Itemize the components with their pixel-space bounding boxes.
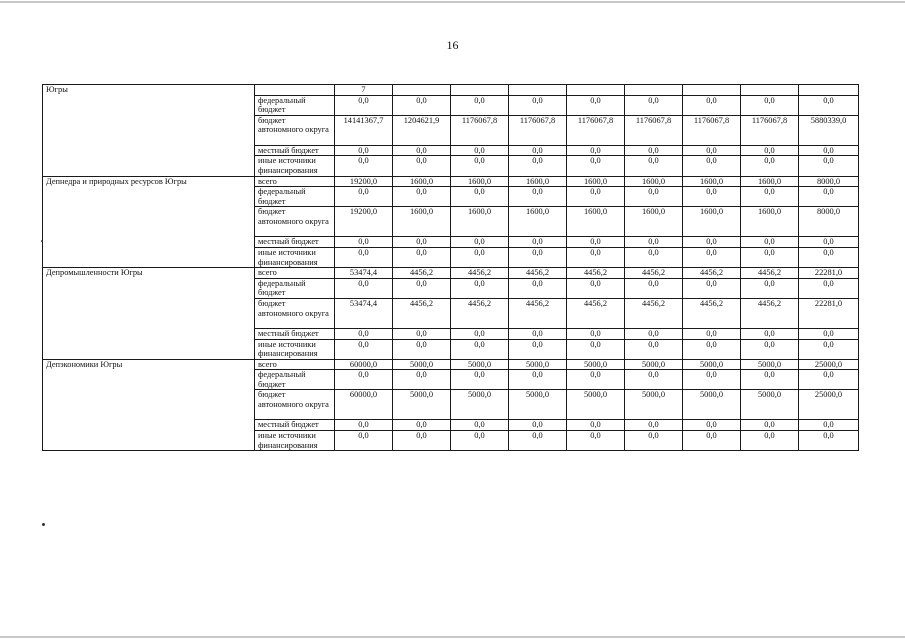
value-cell: 0,0 xyxy=(451,431,509,451)
value-cell: 0,0 xyxy=(509,156,567,176)
value-cell: 1176067,8 xyxy=(683,115,741,145)
value-cell: 0,0 xyxy=(393,420,451,431)
executor-cell: Депэкономики Югры xyxy=(43,359,255,451)
value-cell: 4456,2 xyxy=(683,268,741,279)
value-cell: 0,0 xyxy=(625,247,683,267)
value-cell: 1600,0 xyxy=(451,207,509,237)
value-cell: 0,0 xyxy=(451,237,509,248)
value-cell: 0,0 xyxy=(335,95,393,115)
value-cell: 0,0 xyxy=(451,420,509,431)
value-cell: 0,0 xyxy=(393,145,451,156)
executor-cell: Югры xyxy=(43,85,255,177)
value-cell: 0,0 xyxy=(625,95,683,115)
value-cell: 5000,0 xyxy=(393,390,451,420)
value-cell: 0,0 xyxy=(741,95,799,115)
value-cell: 0,0 xyxy=(451,247,509,267)
value-cell: 1600,0 xyxy=(625,176,683,187)
value-cell: 8000,0 xyxy=(799,207,859,237)
value-cell: 0,0 xyxy=(335,431,393,451)
funding-source-cell: бюджет автономного округа xyxy=(255,207,335,237)
value-cell: 0,0 xyxy=(683,328,741,339)
value-cell: 0,0 xyxy=(683,145,741,156)
value-cell: 0,0 xyxy=(683,278,741,298)
table-row xyxy=(43,359,859,370)
value-cell: 0,0 xyxy=(393,247,451,267)
value-cell: 1600,0 xyxy=(567,176,625,187)
value-cell: 0,0 xyxy=(741,247,799,267)
value-cell: 0,0 xyxy=(335,278,393,298)
value-cell: 4456,2 xyxy=(451,298,509,328)
value-cell: 1600,0 xyxy=(509,207,567,237)
value-cell: 0,0 xyxy=(625,370,683,390)
value-cell: 0,0 xyxy=(625,420,683,431)
value-cell: 0,0 xyxy=(799,95,859,115)
value-cell: 0,0 xyxy=(567,278,625,298)
value-cell: 5000,0 xyxy=(509,390,567,420)
value-cell: 0,0 xyxy=(625,145,683,156)
funding-source-cell: всего xyxy=(255,359,335,370)
value-cell: 0,0 xyxy=(335,339,393,359)
value-cell: 0,0 xyxy=(393,278,451,298)
funding-source-cell: федеральный бюджет xyxy=(255,187,335,207)
value-cell: 1600,0 xyxy=(741,207,799,237)
value-cell: 0,0 xyxy=(625,187,683,207)
value-cell: 0,0 xyxy=(451,145,509,156)
value-cell: 19200,0 xyxy=(335,176,393,187)
value-cell xyxy=(509,85,567,96)
value-cell: 0,0 xyxy=(799,339,859,359)
value-cell: 25000,0 xyxy=(799,359,859,370)
value-cell: 1176067,8 xyxy=(625,115,683,145)
funding-source-cell: местный бюджет xyxy=(255,420,335,431)
value-cell: 0,0 xyxy=(799,145,859,156)
value-cell: 4456,2 xyxy=(393,298,451,328)
value-cell xyxy=(741,85,799,96)
value-cell: 5000,0 xyxy=(741,359,799,370)
value-cell: 5000,0 xyxy=(683,359,741,370)
value-cell: 0,0 xyxy=(741,339,799,359)
value-cell: 0,0 xyxy=(509,237,567,248)
value-cell: 8000,0 xyxy=(799,176,859,187)
value-cell: 1600,0 xyxy=(509,176,567,187)
funding-source-cell: всего xyxy=(255,176,335,187)
value-cell: 0,0 xyxy=(567,328,625,339)
value-cell: 0,0 xyxy=(567,339,625,359)
funding-source-cell: федеральный бюджет xyxy=(255,370,335,390)
value-cell: 1600,0 xyxy=(451,176,509,187)
value-cell: 0,0 xyxy=(509,431,567,451)
executor-cell: Депнедра и природных ресурсов Югры xyxy=(43,176,255,268)
value-cell: 0,0 xyxy=(335,328,393,339)
value-cell: 0,0 xyxy=(567,237,625,248)
value-cell: 0,0 xyxy=(567,370,625,390)
value-cell xyxy=(683,85,741,96)
value-cell: 5000,0 xyxy=(625,390,683,420)
value-cell: 0,0 xyxy=(741,156,799,176)
value-cell: 5000,0 xyxy=(567,359,625,370)
value-cell: 4456,2 xyxy=(509,268,567,279)
value-cell: 0,0 xyxy=(625,156,683,176)
value-cell: 1176067,8 xyxy=(451,115,509,145)
table-row xyxy=(43,85,859,96)
scan-speck xyxy=(41,240,43,242)
value-cell: 4456,2 xyxy=(741,268,799,279)
value-cell: 0,0 xyxy=(451,156,509,176)
funding-source-cell: бюджет автономного округа xyxy=(255,298,335,328)
value-cell: 0,0 xyxy=(393,431,451,451)
value-cell: 0,0 xyxy=(509,370,567,390)
value-cell: 0,0 xyxy=(509,187,567,207)
value-cell: 1600,0 xyxy=(393,176,451,187)
value-cell: 0,0 xyxy=(799,431,859,451)
scan-edge-top xyxy=(0,1,905,3)
value-cell xyxy=(451,85,509,96)
value-cell: 4456,2 xyxy=(625,268,683,279)
value-cell: 1176067,8 xyxy=(509,115,567,145)
budget-table-body xyxy=(43,85,859,451)
funding-source-cell: иные источники финансирования xyxy=(255,431,335,451)
value-cell: 0,0 xyxy=(683,156,741,176)
value-cell: 0,0 xyxy=(393,339,451,359)
value-cell: 0,0 xyxy=(741,278,799,298)
value-cell: 19200,0 xyxy=(335,207,393,237)
value-cell: 1600,0 xyxy=(625,207,683,237)
value-cell: 4456,2 xyxy=(451,268,509,279)
value-cell: 0,0 xyxy=(567,95,625,115)
value-cell xyxy=(625,85,683,96)
value-cell: 60000,0 xyxy=(335,390,393,420)
value-cell: 0,0 xyxy=(741,431,799,451)
page-number: 16 xyxy=(446,38,459,52)
value-cell: 1600,0 xyxy=(393,207,451,237)
value-cell: 0,0 xyxy=(799,420,859,431)
value-cell: 0,0 xyxy=(741,328,799,339)
value-cell: 53474,4 xyxy=(335,268,393,279)
value-cell: 1176067,8 xyxy=(567,115,625,145)
value-cell: 0,0 xyxy=(393,95,451,115)
table-row xyxy=(43,176,859,187)
value-cell: 5000,0 xyxy=(509,359,567,370)
value-cell: 4456,2 xyxy=(741,298,799,328)
value-cell: 60000,0 xyxy=(335,359,393,370)
value-cell: 0,0 xyxy=(683,370,741,390)
value-cell: 0,0 xyxy=(567,420,625,431)
value-cell: 0,0 xyxy=(335,156,393,176)
value-cell: 5000,0 xyxy=(567,390,625,420)
funding-source-cell: иные источники финансирования xyxy=(255,247,335,267)
value-cell: 0,0 xyxy=(567,156,625,176)
value-cell: 1600,0 xyxy=(741,176,799,187)
value-cell: 0,0 xyxy=(683,339,741,359)
value-cell: 25000,0 xyxy=(799,390,859,420)
value-cell: 0,0 xyxy=(741,370,799,390)
value-cell: 14141367,7 xyxy=(335,115,393,145)
value-cell: 0,0 xyxy=(509,420,567,431)
value-cell: 0,0 xyxy=(451,187,509,207)
value-cell: 0,0 xyxy=(393,370,451,390)
value-cell: 0,0 xyxy=(567,145,625,156)
value-cell: 0,0 xyxy=(683,95,741,115)
value-cell: 0,0 xyxy=(335,247,393,267)
funding-source-cell: местный бюджет xyxy=(255,145,335,156)
value-cell: 5000,0 xyxy=(393,359,451,370)
value-cell: 0,0 xyxy=(335,370,393,390)
value-cell: 5880339,0 xyxy=(799,115,859,145)
value-cell: 0,0 xyxy=(335,187,393,207)
value-cell: 0,0 xyxy=(509,95,567,115)
value-cell: 4456,2 xyxy=(567,268,625,279)
value-cell: 5000,0 xyxy=(683,390,741,420)
value-cell: 0,0 xyxy=(335,237,393,248)
value-cell: 0,0 xyxy=(335,145,393,156)
value-cell: 5000,0 xyxy=(741,390,799,420)
value-cell: 0,0 xyxy=(625,339,683,359)
value-cell: 0,0 xyxy=(741,187,799,207)
value-cell: 1600,0 xyxy=(567,207,625,237)
value-cell: 0,0 xyxy=(451,370,509,390)
value-cell: 4456,2 xyxy=(567,298,625,328)
value-cell: 1176067,8 xyxy=(741,115,799,145)
funding-source-cell xyxy=(255,85,335,96)
value-cell: 0,0 xyxy=(799,370,859,390)
funding-source-cell: иные источники финансирования xyxy=(255,339,335,359)
value-cell: 0,0 xyxy=(799,187,859,207)
value-cell: 0,0 xyxy=(509,247,567,267)
scan-speck xyxy=(42,523,45,526)
value-cell: 0,0 xyxy=(567,187,625,207)
value-cell: 0,0 xyxy=(451,278,509,298)
value-cell: 4456,2 xyxy=(625,298,683,328)
value-cell: 0,0 xyxy=(625,431,683,451)
value-cell: 0,0 xyxy=(799,156,859,176)
value-cell: 4456,2 xyxy=(683,298,741,328)
value-cell: 1600,0 xyxy=(683,207,741,237)
value-cell: 0,0 xyxy=(741,237,799,248)
value-cell: 0,0 xyxy=(683,187,741,207)
value-cell: 0,0 xyxy=(509,145,567,156)
value-cell: 0,0 xyxy=(625,278,683,298)
value-cell: 0,0 xyxy=(799,278,859,298)
value-cell: 0,0 xyxy=(625,328,683,339)
funding-source-cell: федеральный бюджет xyxy=(255,95,335,115)
funding-source-cell: бюджет автономного округа xyxy=(255,115,335,145)
value-cell: 0,0 xyxy=(683,431,741,451)
value-cell: 0,0 xyxy=(509,339,567,359)
value-cell: 22281,0 xyxy=(799,298,859,328)
funding-source-cell: федеральный бюджет xyxy=(255,278,335,298)
value-cell: 0,0 xyxy=(509,328,567,339)
value-cell: 0,0 xyxy=(799,247,859,267)
value-cell: 22281,0 xyxy=(799,268,859,279)
funding-source-cell: бюджет автономного округа xyxy=(255,390,335,420)
value-cell: 0,0 xyxy=(683,247,741,267)
value-cell: 4456,2 xyxy=(509,298,567,328)
value-cell: 0,0 xyxy=(741,420,799,431)
value-cell: 0,0 xyxy=(393,187,451,207)
value-cell: 0,0 xyxy=(799,237,859,248)
value-cell: 0,0 xyxy=(451,339,509,359)
value-cell: 0,0 xyxy=(625,237,683,248)
value-cell: 5000,0 xyxy=(451,390,509,420)
value-cell: 0,0 xyxy=(567,431,625,451)
value-cell: 1204621,9 xyxy=(393,115,451,145)
table-row xyxy=(43,268,859,279)
funding-source-cell: всего xyxy=(255,268,335,279)
value-cell: 5000,0 xyxy=(451,359,509,370)
value-cell: 7 xyxy=(335,85,393,96)
value-cell: 0,0 xyxy=(509,278,567,298)
value-cell: 0,0 xyxy=(393,328,451,339)
value-cell: 0,0 xyxy=(683,237,741,248)
value-cell: 4456,2 xyxy=(393,268,451,279)
funding-source-cell: местный бюджет xyxy=(255,237,335,248)
value-cell: 0,0 xyxy=(393,156,451,176)
value-cell xyxy=(799,85,859,96)
value-cell: 0,0 xyxy=(451,95,509,115)
value-cell: 0,0 xyxy=(741,145,799,156)
scan-edge-bottom xyxy=(0,636,905,638)
value-cell xyxy=(393,85,451,96)
value-cell: 0,0 xyxy=(451,328,509,339)
value-cell: 53474,4 xyxy=(335,298,393,328)
value-cell: 0,0 xyxy=(683,420,741,431)
value-cell: 0,0 xyxy=(567,247,625,267)
executor-cell: Депромышленности Югры xyxy=(43,268,255,360)
budget-table xyxy=(42,84,859,451)
funding-source-cell: иные источники финансирования xyxy=(255,156,335,176)
value-cell: 0,0 xyxy=(335,420,393,431)
value-cell xyxy=(567,85,625,96)
value-cell: 1600,0 xyxy=(683,176,741,187)
value-cell: 0,0 xyxy=(393,237,451,248)
funding-source-cell: местный бюджет xyxy=(255,328,335,339)
value-cell: 0,0 xyxy=(799,328,859,339)
value-cell: 5000,0 xyxy=(625,359,683,370)
